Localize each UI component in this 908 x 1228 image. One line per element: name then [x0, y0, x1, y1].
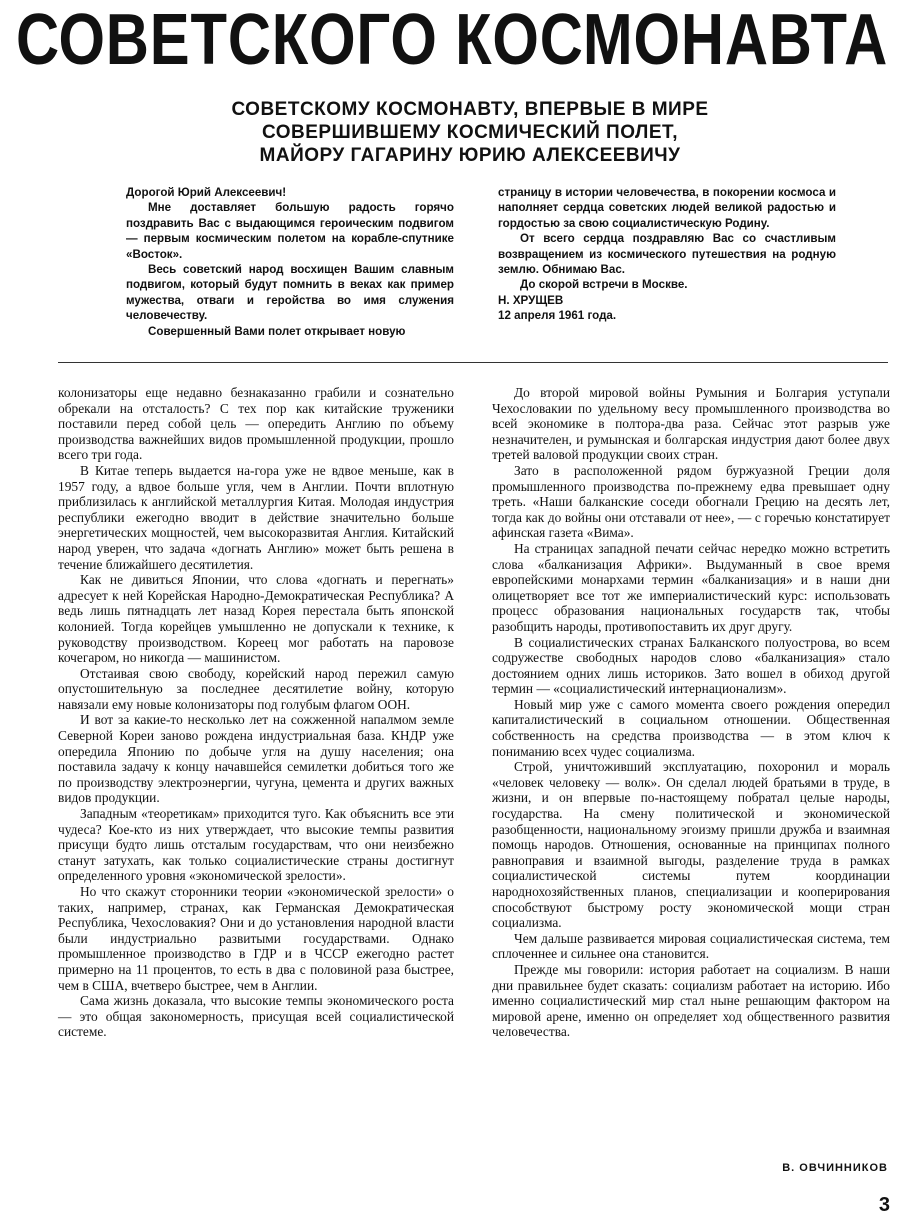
- letter-salutation: Дорогой Юрий Алексеевич!: [126, 186, 287, 199]
- letter-paragraph: До скорой встречи в Москве.: [520, 278, 688, 292]
- article-paragraph: Чем дальше развивается мировая социалистическая система, тем сплоченнее и сильнее она становится.: [492, 930, 890, 962]
- article-paragraph: Прежде мы говорили: история работает на социализм. В наши дни правильнее будет сказать: социализм работает на историю. Ибо именно социалистический мир стал ныне решающим фактором на мировой арене, именно он определяет ход общественного развития человечества.: [492, 961, 890, 1040]
- letter-paragraph: Весь советский народ восхищен Вашим славным подвигом, который будут помнить в веках как пример мужества, отваги и геройства во имя служения человечеству.: [126, 263, 454, 323]
- letter-signature: Н. ХРУЩЕВ: [498, 293, 564, 307]
- addressee-line: МАЙОРУ ГАГАРИНУ ЮРИЮ АЛЕКСЕЕВИЧУ: [259, 145, 681, 166]
- letter-date: 12 апреля 1961 года.: [498, 309, 617, 323]
- letter-column-left: [126, 185, 454, 339]
- article-paragraph: колонизаторы еще недавно безнаказанно грабили и сознательно обрекали на отсталость? С тех пор как китайские труженики поставили перед собой цель — опередить Англию по объему производства важнейших видов промышленной продукции, прошло всего три года.: [58, 385, 454, 463]
- article-paragraph: Сама жизнь доказала, что высокие темпы экономического роста — это общая закономерность, присущая всей социалистической системе.: [58, 993, 454, 1040]
- addressee-line: СОВЕРШИВШЕМУ КОСМИЧЕСКИЙ ПОЛЕТ,: [262, 122, 678, 143]
- article-column-right: [492, 385, 890, 1040]
- article-paragraph: Но что скажут сторонники теории «экономической зрелости» о таких, например, странах, как Германская Демократическая Республика, Чехословакия? Они и до установления народной власти были индустриально развитыми государствами. Однако промышленное производство в ГДР и в ЧССР ежегодно растет примерно на 11 процентов, то есть в два с половиной раза быстрее, чем в США, вчетверо быстрее, чем в Англии.: [58, 884, 454, 993]
- article-paragraph: И вот за какие-то несколько лет на сожженной напалмом земле Северной Кореи заново рождена индустриальная база. КНДР уже опередила Японию по добыче угля на душу населения; она поставила задачу к концу начавшейся семилетки добиться того же по производству электроэнергии, чугуна, цемента и других важных видов продукции.: [58, 712, 454, 806]
- page-number: 3: [878, 1194, 890, 1216]
- letter-paragraph: Мне доставляет большую радость горячо поздравить Вас с выдающимся героическим подвигом — первым космическим полетом на корабле-спутнике «Восток».: [126, 201, 454, 261]
- letter-paragraph: страницу в истории человечества, в покорении космоса и наполняет сердца советских людей великой радостью и гордостью за свою социалистическую Родину.: [498, 186, 836, 230]
- article-paragraph: В Китае теперь выдается на-гора уже не вдвое меньше, как в 1957 году, а вдвое больше угля, чем в Англии. Почти вплотную приблизилась к английской металлургия Китая. Молодая индустрия республики ежегодно вводит в действие значительно больше энергетических мощностей, чем высокоразвитая Англия. Китайский народ уверен, что задача «догнать Англию» может быть решена в течение ближайшего десятилетия.: [58, 462, 454, 572]
- article-paragraph: Строй, уничтоживший эксплуатацию, похоронил и мораль «человек человеку — волк». Он сделал людей братьями в труде, в жизни, и он впервые по-настоящему побратал целые народы, государства. На смену политической и экономической разобщенности, национальному эгоизму пришли дружба и взаимная помощь народов. Отношения, основанные на принципах полного равноправия и взаимной выгоды, разделение труда в рамках социалистической системы путем координации народнохозяйственных планов, специализации и кооперирования способствуют быстрому росту экономической мощи стран социализма.: [492, 759, 890, 931]
- headline: СОВЕТСКОГО КОСМОНАВТА: [16, 0, 889, 80]
- article-paragraph: Отстаивая свою свободу, корейский народ пережил самую опустошительную за последнее десятилетие войну, которую навязали ему новые колонизаторы под голубым флагом ООН.: [58, 665, 454, 712]
- letter-addressee: [150, 98, 790, 167]
- section-divider: [58, 362, 888, 363]
- article-paragraph: На страницах западной печати сейчас нередко можно встретить слова «балканизация Африки». Выдуманный в свое время европейскими монархами термин «балканизация» и в наши дни олицетворяет все тот же империалистический курс: использовать процесс образования национальных государств так, чтобы разобщить народы, противопоставить их друг другу.: [492, 540, 890, 634]
- article-paragraph: Как не дивиться Японии, что слова «догнать и перегнать» адресует к ней Корейская Народно-Демократическая Республика? А ведь лишь пятнадцать лет назад Корея перестала быть японской колонией. Тогда корейцев умышленно не допускали к технике, к руководству производством. Кореец мог работать на паровозе кочегаром, но никогда — машинистом.: [58, 572, 454, 666]
- article-paragraph: Зато в расположенной рядом буржуазной Греции доля промышленного производства по-прежнему едва превышает одну треть. «Наши балканские соседи обогнали Грецию на десять лет, тогда как до войны они отставали от нее», — с горечью констатирует афинская газета «Вима».: [492, 462, 890, 541]
- addressee-line: СОВЕТСКОМУ КОСМОНАВТУ, ВПЕРВЫЕ В МИРЕ: [231, 99, 709, 120]
- letter-column-right: [498, 185, 836, 324]
- letter-paragraph: Совершенный Вами полет открывает новую: [148, 324, 406, 338]
- article-author: В. ОВЧИННИКОВ: [782, 1162, 888, 1174]
- article-paragraph: До второй мировой войны Румыния и Болгария уступали Чехословакии по удельному весу промышленного производства во всей экономике в полтора-два раза. Сейчас этот разрыв уже незначителен, и румынская и болгарская индустрия дают более двух третей валовой продукции своих стран.: [492, 385, 890, 463]
- article-paragraph: В социалистических странах Балканского полуострова, во всем содружестве свободных народов слово «балканизация» стало достоянием одних лишь историков. Зато вошел в обиход другой термин — «социалистический интернационализм».: [492, 634, 890, 697]
- article-paragraph: Западным «теоретикам» приходится туго. Как объяснить все эти чудеса? Кое-кто из них утверждает, что высокие темпы развития присущи будто лишь отсталым государствам, что они неизбежно станут затухать, как только социалистические страны достигнут определенного уровня «экономической зрелости».: [58, 806, 454, 884]
- article-paragraph: Новый мир уже с самого момента своего рождения опередил капиталистический в социальном отношении. Общественная собственность на средства производства — в этом ключ к пониманию всех чудес социализма.: [492, 696, 890, 759]
- letter-paragraph: От всего сердца поздравляю Вас со счастливым возвращением из космического путешествия на родную землю. Обнимаю Вас.: [498, 232, 836, 277]
- article-column-left: [58, 385, 454, 1040]
